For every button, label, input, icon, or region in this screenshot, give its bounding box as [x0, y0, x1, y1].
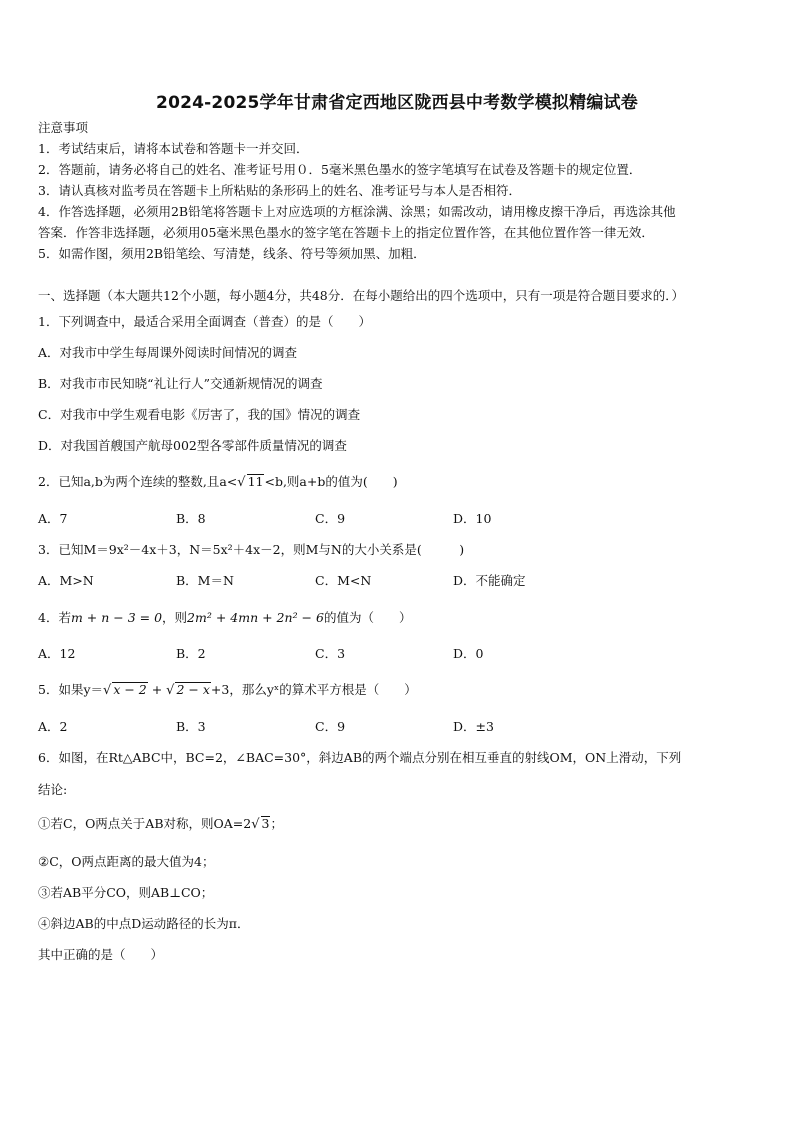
- question-2-stem: [38, 473, 398, 492]
- question-4-option-a: A．12: [38, 646, 76, 661]
- notes-item: 3．请认真核对监考员在答题卡上所粘贴的条形码上的姓名、准考证号与本人是否相符．: [38, 183, 521, 198]
- notes-item: 2．答题前，请务必将自己的姓名、准考证号用０．5毫米黑色墨水的签字笔填写在试卷及答题卡的规定位置．: [38, 162, 642, 177]
- notes-item: 答案．作答非选择题，必须用05毫米黑色墨水的签字笔在答题卡上的指定位置作答，在其他位置作答一律无效．: [38, 225, 654, 240]
- question-4-option-d: D．0: [453, 646, 484, 661]
- question-1-option-b: B．对我市市民知晓“礼让行人”交通新规情况的调查: [38, 376, 323, 391]
- question-3-option-b: B．M＝N: [176, 573, 234, 588]
- question-2-option-c: C．9: [315, 511, 346, 526]
- question-6-stem: 6．如图，在Rt△ABC中，BC=2，∠BAC=30°，斜边AB的两个端点分别在相互垂直的射线OM，ON上滑动，下列: [38, 750, 682, 765]
- question-4-stem-start: 4．若: [38, 610, 71, 625]
- question-4-stem-mid: ，则: [162, 610, 188, 625]
- notes-item: 1．考试结束后，请将本试卷和答题卡一并交回．: [38, 141, 309, 156]
- question-6-conclusion-1: [38, 815, 283, 834]
- question-6-conclusion-2: ②C，O两点距离的最大值为4；: [38, 854, 215, 869]
- sqrt-radicand: 2 − x: [176, 682, 210, 697]
- conclusion-1-text: ①若C，O两点关于AB对称，则OA=: [38, 816, 244, 831]
- question-3-option-c: C．M<N: [315, 573, 372, 588]
- question-5-option-c: C．9: [315, 719, 346, 734]
- sqrt-radicand: 3: [261, 816, 270, 831]
- question-6-stem-cont: 结论:: [38, 782, 68, 797]
- sqrt-radicand: x − 2: [113, 682, 147, 697]
- notes-heading: 注意事项: [38, 120, 89, 135]
- question-4-option-b: B．2: [176, 646, 206, 661]
- coefficient: 2: [243, 816, 252, 831]
- question-5-option-b: B．3: [176, 719, 206, 734]
- question-2-option-a: A．7: [38, 511, 68, 526]
- question-4-stem: [38, 609, 411, 627]
- question-3-stem: 3．已知M＝9x²－4x＋3，N＝5x²＋4x－2，则M与N的大小关系是( ): [38, 542, 465, 557]
- question-6-ask: 其中正确的是（ ）: [38, 947, 164, 962]
- sqrt-radicand: 11: [247, 474, 264, 489]
- question-5-stem: [38, 681, 417, 700]
- exam-title: 2024-2025学年甘肃省定西地区陇西县中考数学模拟精编试卷: [156, 93, 638, 113]
- question-2-stem-start: 2．已知a,b为两个连续的整数,且a<: [38, 474, 238, 489]
- question-1-option-a: A．对我市中学生每周课外阅读时间情况的调查: [38, 345, 298, 360]
- question-5-option-a: A．2: [38, 719, 68, 734]
- question-5-option-d: D．±3: [453, 719, 494, 734]
- notes-item: 5．如需作图，须用2B铅笔绘、写清楚，线条、符号等须加黑、加粗．: [38, 246, 426, 261]
- question-3-option-d: D．不能确定: [453, 573, 526, 588]
- question-5-stem-end: +3，那么yˣ的算术平方根是（ ）: [210, 682, 417, 697]
- sqrt-sign: √: [103, 683, 112, 698]
- sqrt-sign: √: [166, 683, 175, 698]
- expression: 2m² + 4mn + 2n² − 6: [187, 610, 324, 625]
- question-6-conclusion-4: ④斜边AB的中点D运动路径的长为π．: [38, 916, 250, 931]
- question-1-option-d: D．对我国首艘国产航母002型各零部件质量情况的调查: [38, 438, 347, 453]
- question-2-option-b: B．8: [176, 511, 206, 526]
- question-4-stem-end: 的值为（ ）: [323, 610, 412, 625]
- notes-item: 4．作答选择题，必须用2B铅笔将答题卡上对应选项的方框涂满、涂黑；如需改动，请用橡皮擦干净后，再选涂其他: [38, 204, 676, 219]
- question-2-stem-end: <b,则a+b的值为( ): [264, 474, 398, 489]
- question-1-option-c: C．对我市中学生观看电影《厉害了，我的国》情况的调查: [38, 407, 361, 422]
- question-4-option-c: C．3: [315, 646, 346, 661]
- question-5-stem-start: 5．如果y＝: [38, 682, 104, 697]
- question-1-stem: 1．下列调查中，最适合采用全面调查（普查）的是（ ）: [38, 314, 371, 329]
- equation: m + n − 3 = 0: [70, 610, 163, 625]
- plus-sign: +: [147, 682, 167, 697]
- question-2-option-d: D．10: [453, 511, 492, 526]
- sqrt-sign: √: [251, 817, 260, 832]
- question-6-conclusion-3: ③若AB平分CO，则AB⊥CO；: [38, 885, 214, 900]
- section-heading: 一、选择题（本大题共12个小题，每小题4分，共48分．在每小题给出的四个选项中，只有一项是符合题目要求的．）: [38, 288, 685, 303]
- question-3-option-a: A．M>N: [38, 573, 94, 588]
- conclusion-1-end: ；: [270, 816, 283, 831]
- sqrt-sign: √: [237, 475, 246, 490]
